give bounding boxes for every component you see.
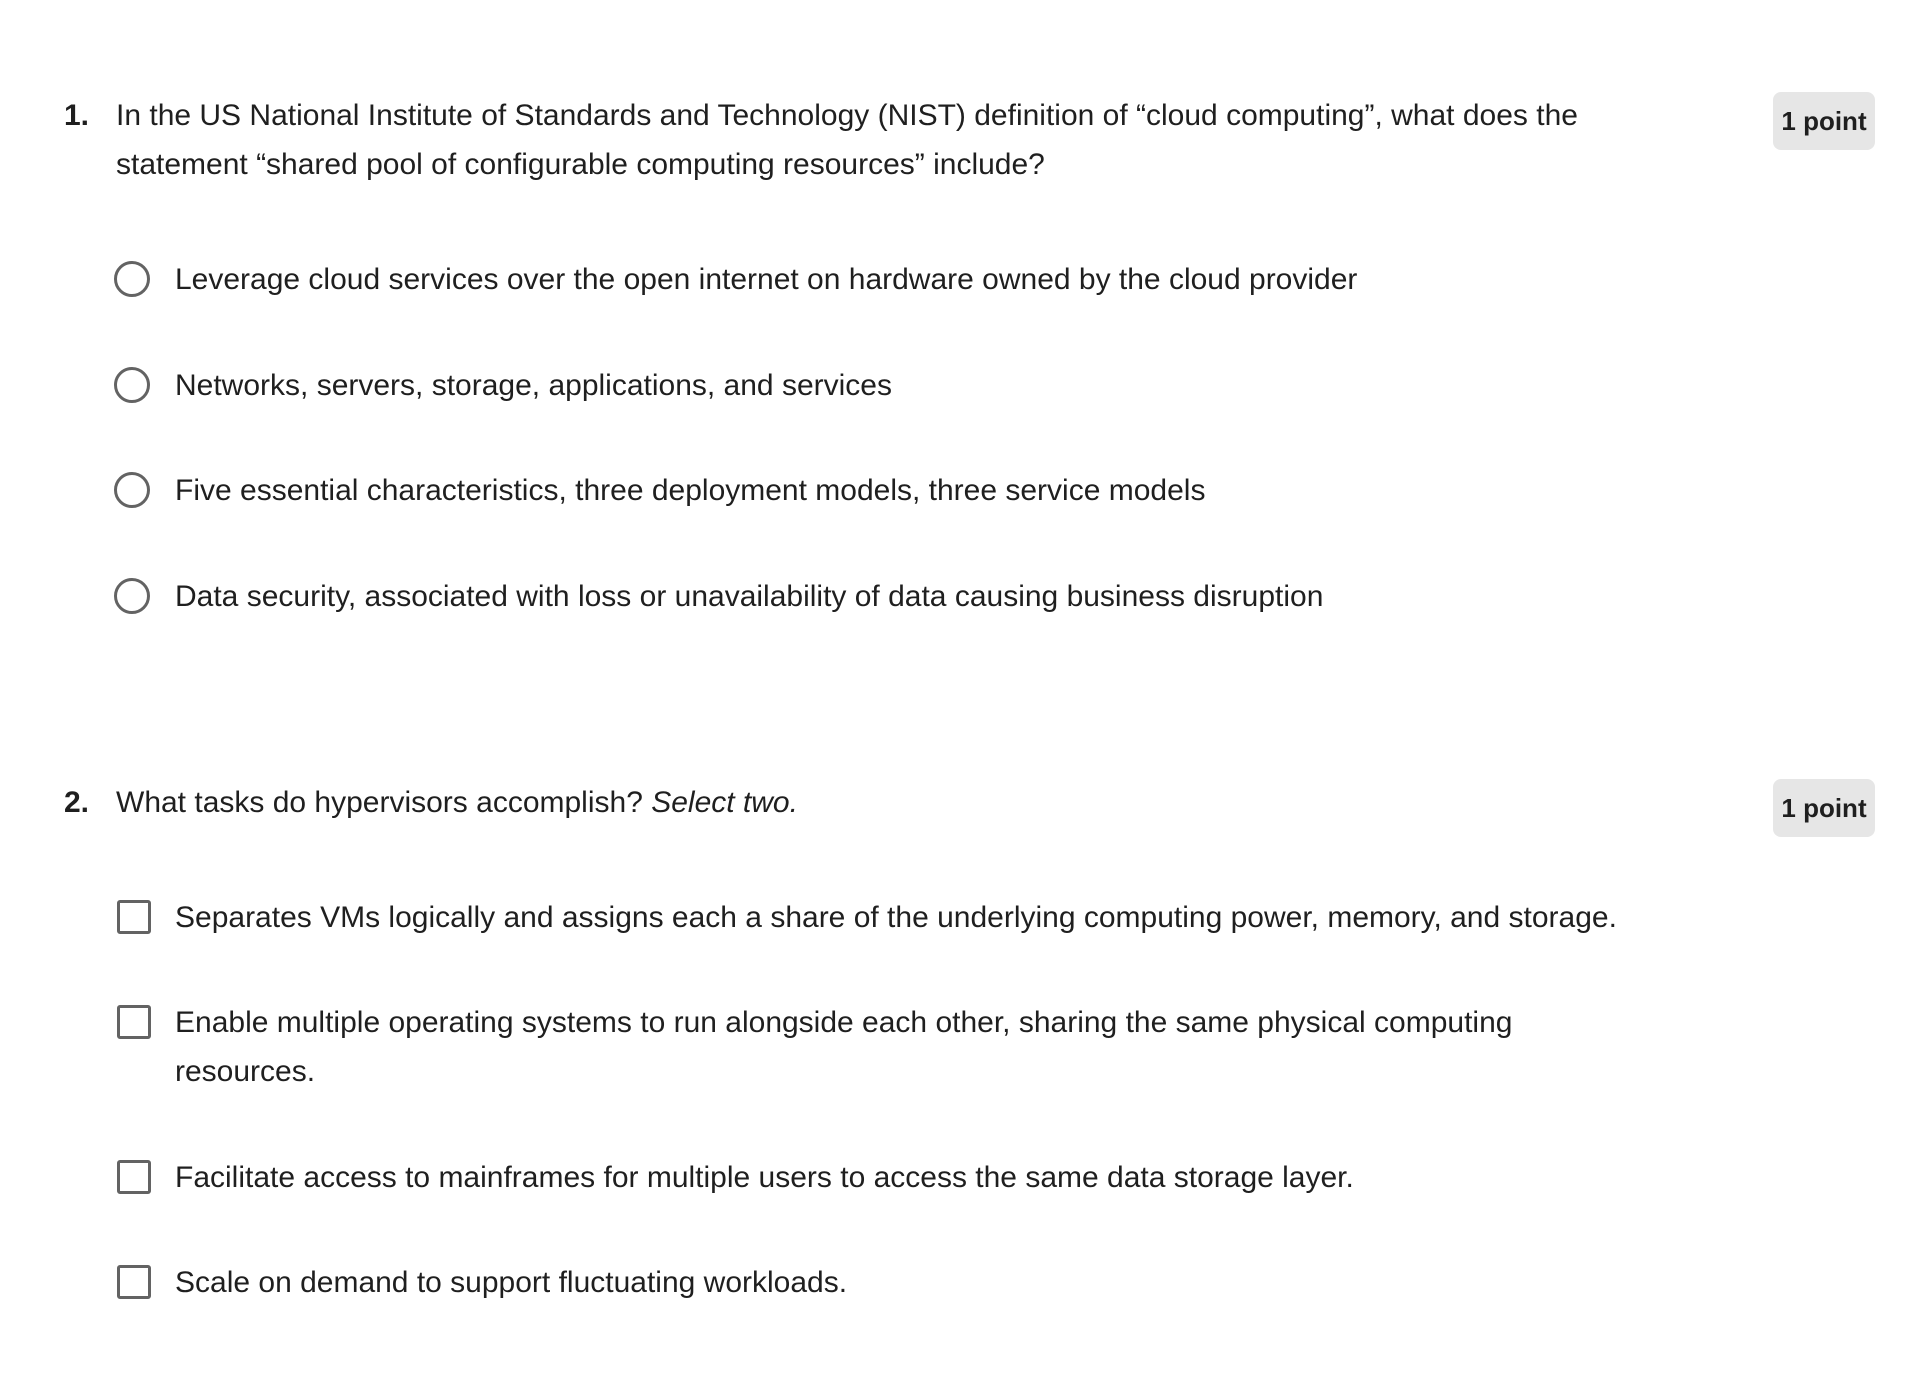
radio-option[interactable] <box>114 255 1674 304</box>
option-label: Facilitate access to mainframes for multiple users to access the same data storage layer. <box>175 1161 1354 1194</box>
question-prompt: What tasks do hypervisors accomplish? <box>116 786 652 819</box>
question-number: 1. <box>64 99 90 132</box>
option-label: Scale on demand to support fluctuating workloads. <box>175 1266 848 1299</box>
points-badge: 1 point <box>1773 92 1875 150</box>
radio-button[interactable] <box>114 367 150 403</box>
question-prompt: In the US National Institute of Standards and Technology (NIST) definition of “cloud computing”, what does the statement “shared pool of configurable computing resources” include? <box>116 99 1578 181</box>
option-label: Leverage cloud services over the open internet on hardware owned by the cloud provider <box>175 263 1358 296</box>
checkbox-option[interactable] <box>114 998 1674 1096</box>
checkbox-option[interactable] <box>114 1258 1674 1307</box>
question-text <box>116 778 1636 827</box>
question-number: 2. <box>64 786 90 819</box>
checkbox[interactable] <box>117 1160 151 1194</box>
checkbox-option[interactable] <box>114 893 1674 942</box>
option-label: Five essential characteristics, three deployment models, three service models <box>175 474 1206 507</box>
option-label: Separates VMs logically and assigns each a share of the underlying computing power, memory, and storage. <box>175 901 1617 934</box>
option-label: Data security, associated with loss or unavailability of data causing business disruption <box>175 580 1324 613</box>
option-label: Networks, servers, storage, applications, and services <box>175 369 892 402</box>
radio-button[interactable] <box>114 472 150 508</box>
radio-button[interactable] <box>114 261 150 297</box>
radio-option[interactable] <box>114 361 1674 410</box>
points-badge: 1 point <box>1773 779 1875 837</box>
radio-option[interactable] <box>114 466 1674 515</box>
radio-button[interactable] <box>114 578 150 614</box>
option-label: Enable multiple operating systems to run alongside each other, sharing the same physical computing resources. <box>175 1006 1513 1088</box>
question-text <box>116 91 1636 189</box>
checkbox[interactable] <box>117 1005 151 1039</box>
question-instruction: Select two. <box>651 786 798 819</box>
radio-option[interactable] <box>114 572 1674 621</box>
checkbox[interactable] <box>117 900 151 934</box>
checkbox-option[interactable] <box>114 1153 1674 1202</box>
checkbox[interactable] <box>117 1265 151 1299</box>
